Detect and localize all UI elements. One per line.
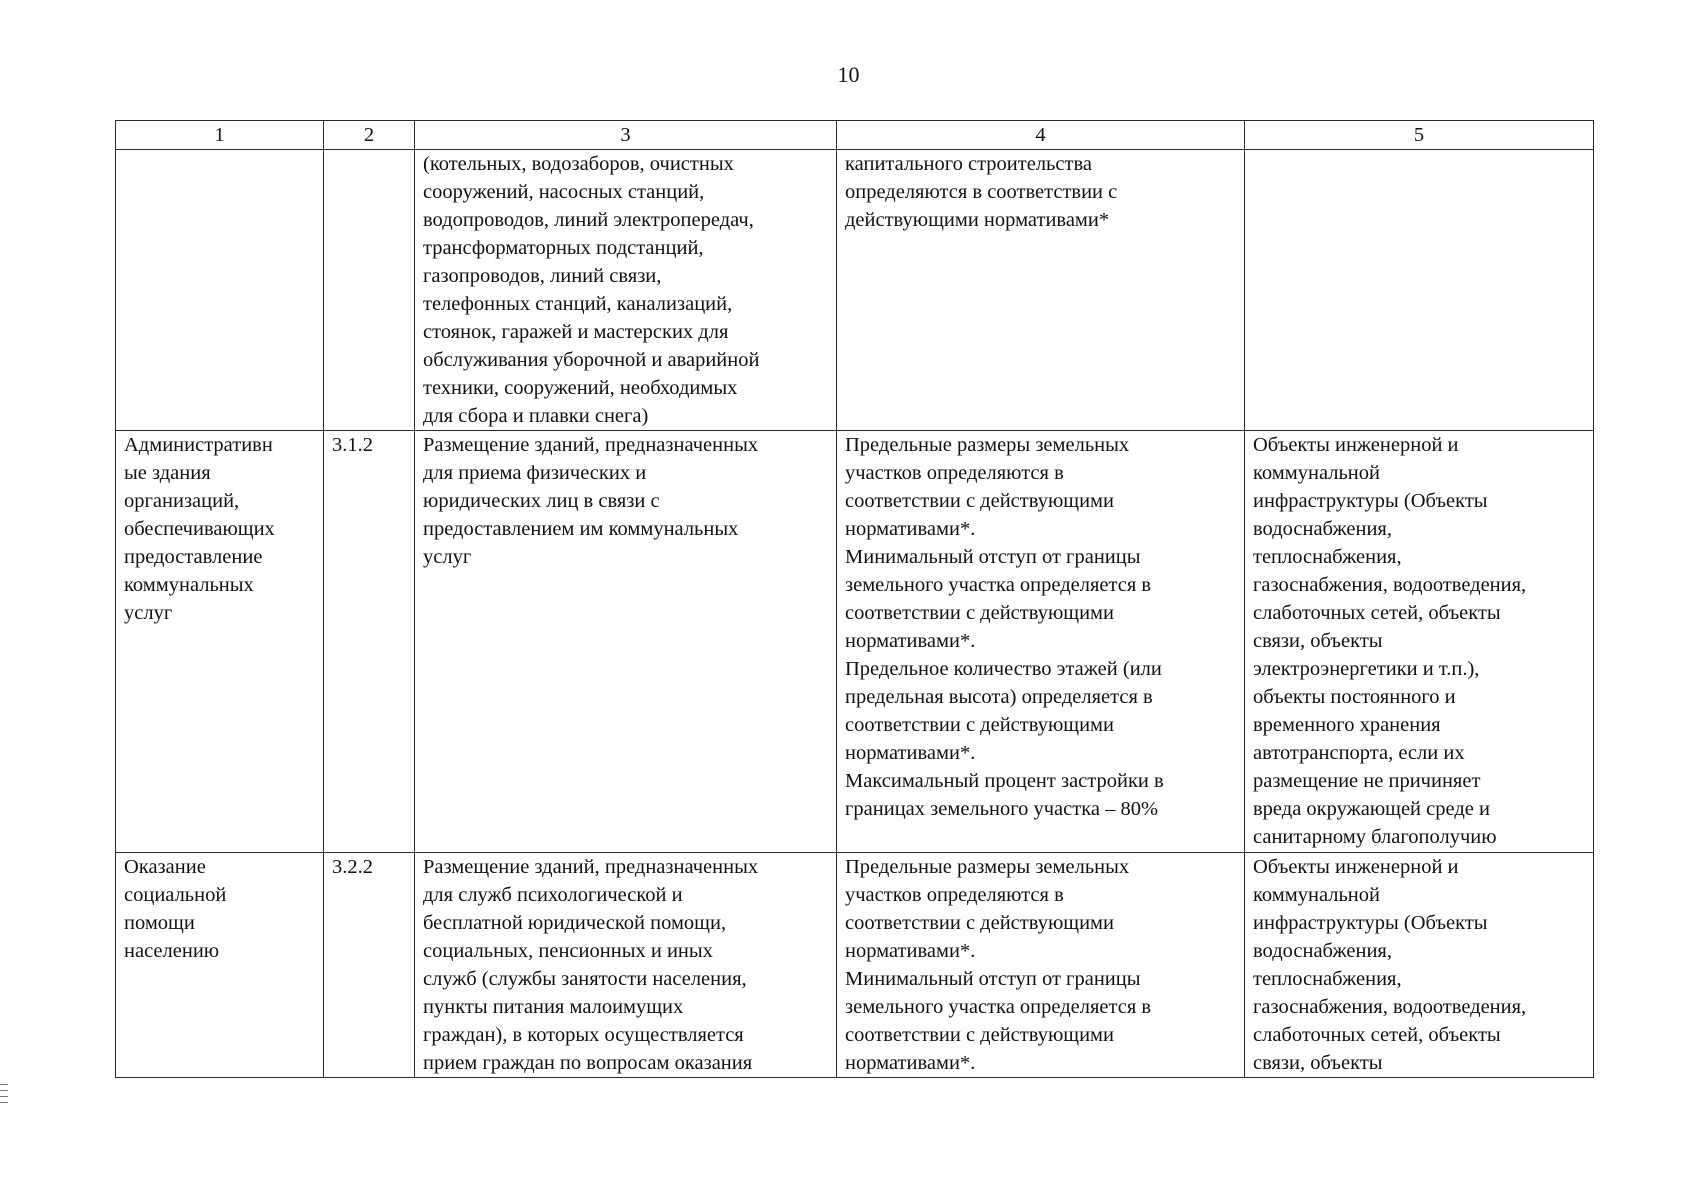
use-name-cell: Оказание социальной помощи населению [116,853,324,1078]
header-cell: 1 [116,121,324,150]
use-name-cell [116,150,324,431]
header-cell: 4 [837,121,1245,150]
parameters-cell: Предельные размеры земельных участков определяются в соответствии с действующими нормативами*. Минимальный отступ от границы земельного участка определяется в соответствии с действующими нормативами*. Предельное количество этажей (или предельная высота) определяется в соответствии с действующими нормативами*. Максимальный процент застройки в границах земельного участка – 80% [837,431,1245,853]
header-cell: 3 [415,121,837,150]
use-description-cell: Размещение зданий, предназначенных для приема физических и юридических лиц в связи с предоставлением им коммунальных услуг [415,431,837,853]
parameters-cell: Предельные размеры земельных участков определяются в соответствии с действующими нормативами*. Минимальный отступ от границы земельного участка определяется в соответствии с действующими нормативами*. [837,853,1245,1078]
use-name-cell: Административн ые здания организаций, обеспечивающих предоставление коммунальных услуг [116,431,324,853]
land-use-table [115,120,1594,1078]
parameters-cell: капитального строительства определяются в соответствии с действующими нормативами* [837,150,1245,431]
use-code-cell: 3.2.2 [324,853,415,1078]
scan-margin-mark [0,1084,8,1085]
header-cell: 2 [324,121,415,150]
auxiliary-uses-cell: Объекты инженерной и коммунальной инфраструктуры (Объекты водоснабжения, теплоснабжения, газоснабжения, водоотведения, слаботочных сетей, объекты связи, объекты электроэнергетики и т.п.), объекты постоянного и временного хранения автотранспорта, если их размещение не причиняет вреда окружающей среде и санитарному благополучию [1245,431,1594,853]
table-row [116,431,1594,853]
header-cell: 5 [1245,121,1594,150]
page-number: 10 [837,62,860,87]
scan-margin-mark [0,1090,8,1091]
table-row [116,853,1594,1078]
use-description-cell: (котельных, водозаборов, очистных сооружений, насосных станций, водопроводов, линий электропередач, трансформаторных подстанций, газопроводов, линий связи, телефонных станций, канализаций, стоянок, гаражей и мастерских для обслуживания уборочной и аварийной техники, сооружений, необходимых для сбора и плавки снега) [415,150,837,431]
use-description-cell: Размещение зданий, предназначенных для служб психологической и бесплатной юридической помощи, социальных, пенсионных и иных служб (службы занятости населения, пункты питания малоимущих граждан), в которых осуществляется прием граждан по вопросам оказания [415,853,837,1078]
use-code-cell: 3.1.2 [324,431,415,853]
table-header-row [116,121,1594,150]
auxiliary-uses-cell [1245,150,1594,431]
scan-margin-mark [0,1096,8,1097]
table-row [116,150,1594,431]
use-code-cell [324,150,415,431]
auxiliary-uses-cell: Объекты инженерной и коммунальной инфраструктуры (Объекты водоснабжения, теплоснабжения, газоснабжения, водоотведения, слаботочных сетей, объекты связи, объекты [1245,853,1594,1078]
scan-margin-mark [0,1102,8,1103]
